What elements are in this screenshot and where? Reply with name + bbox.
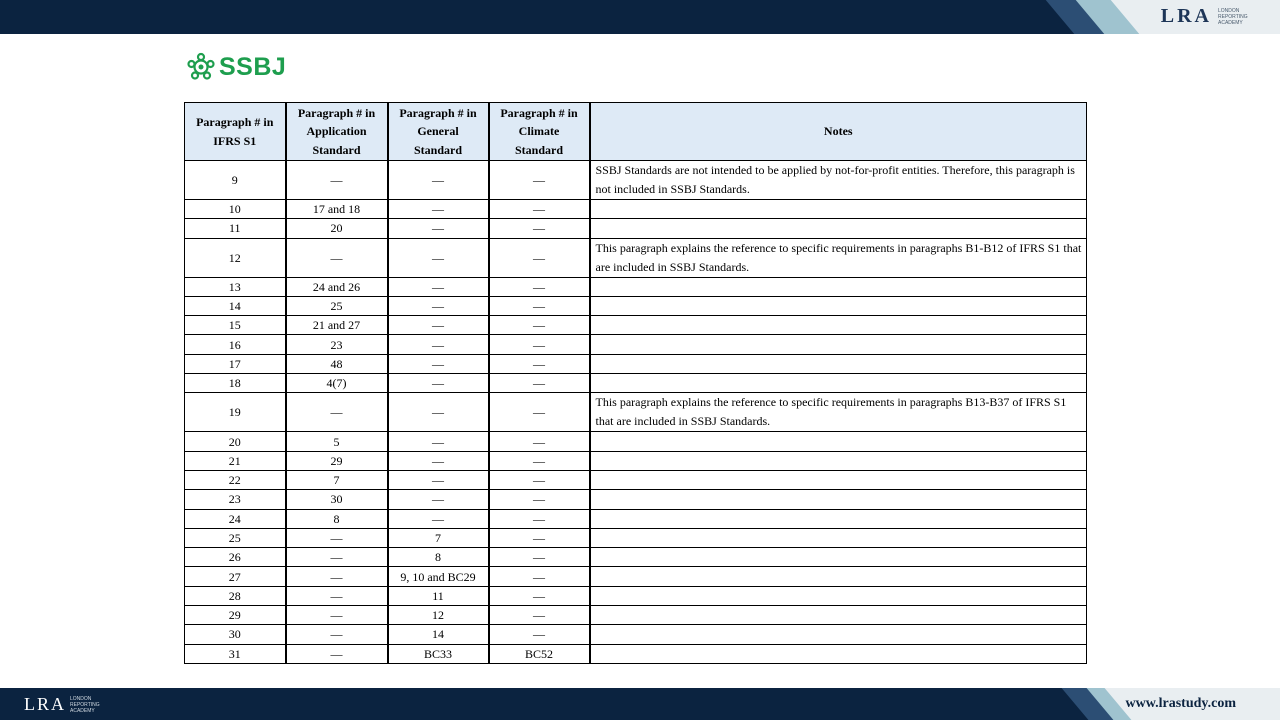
bottom-banner <box>0 688 1280 720</box>
cell-general-standard: — <box>388 316 489 335</box>
cell-ifrs-s1: 9 <box>185 161 286 200</box>
cell-climate-standard: — <box>489 606 590 625</box>
cell-notes <box>590 432 1087 451</box>
cell-notes <box>590 509 1087 528</box>
cell-application-standard: — <box>286 528 388 547</box>
table-row <box>185 509 1087 528</box>
table-row <box>185 393 1087 432</box>
cell-climate-standard: — <box>489 528 590 547</box>
cell-climate-standard: — <box>489 393 590 432</box>
top-banner <box>0 0 1280 34</box>
ssbj-emblem-icon <box>186 52 216 82</box>
cell-general-standard: — <box>388 161 489 200</box>
cell-climate-standard: — <box>489 219 590 238</box>
cell-ifrs-s1: 18 <box>185 374 286 393</box>
cell-application-standard: — <box>286 625 388 644</box>
cell-notes <box>590 490 1087 509</box>
cell-application-standard: — <box>286 393 388 432</box>
cell-ifrs-s1: 28 <box>185 586 286 605</box>
cell-ifrs-s1: 27 <box>185 567 286 586</box>
cell-application-standard: 24 and 26 <box>286 277 388 296</box>
lra-logo <box>1161 5 1250 28</box>
cell-notes <box>590 625 1087 644</box>
cell-notes <box>590 470 1087 489</box>
cell-notes <box>590 644 1087 663</box>
cell-climate-standard: — <box>489 296 590 315</box>
cell-application-standard: — <box>286 606 388 625</box>
cell-application-standard: 30 <box>286 490 388 509</box>
cell-notes: This paragraph explains the reference to specific requirements in paragraphs B1-B12 of IFRS S1 that are included in SSBJ Standards. <box>590 238 1087 277</box>
cell-application-standard: — <box>286 238 388 277</box>
cell-ifrs-s1: 29 <box>185 606 286 625</box>
cell-general-standard: — <box>388 354 489 373</box>
ssbj-logo <box>186 52 286 82</box>
table-row <box>185 374 1087 393</box>
table-row <box>185 528 1087 547</box>
cell-application-standard: 17 and 18 <box>286 200 388 219</box>
cell-application-standard: — <box>286 548 388 567</box>
table-row <box>185 335 1087 354</box>
table-row <box>185 567 1087 586</box>
lra-footer-letters: LRA <box>24 694 66 714</box>
cell-ifrs-s1: 17 <box>185 354 286 373</box>
cell-general-standard: 7 <box>388 528 489 547</box>
header-general-standard: Paragraph # in General Standard <box>388 103 489 161</box>
cell-climate-standard: — <box>489 354 590 373</box>
cell-notes <box>590 354 1087 373</box>
cell-climate-standard: — <box>489 586 590 605</box>
cell-notes <box>590 567 1087 586</box>
header-ifrs-s1: Paragraph # in IFRS S1 <box>185 103 286 161</box>
cell-notes <box>590 316 1087 335</box>
cell-general-standard: — <box>388 335 489 354</box>
lra-logo-letters: LRA <box>1160 5 1212 27</box>
cell-general-standard: — <box>388 451 489 470</box>
cell-ifrs-s1: 25 <box>185 528 286 547</box>
cell-ifrs-s1: 10 <box>185 200 286 219</box>
cell-ifrs-s1: 22 <box>185 470 286 489</box>
cell-ifrs-s1: 13 <box>185 277 286 296</box>
table-row <box>185 625 1087 644</box>
cell-notes <box>590 606 1087 625</box>
cell-climate-standard: — <box>489 335 590 354</box>
cell-notes <box>590 296 1087 315</box>
cell-notes <box>590 219 1087 238</box>
cell-application-standard: — <box>286 161 388 200</box>
cell-application-standard: 23 <box>286 335 388 354</box>
cell-ifrs-s1: 12 <box>185 238 286 277</box>
cell-notes: This paragraph explains the reference to specific requirements in paragraphs B13-B37 of IFRS S1 that are included in SSBJ Standards. <box>590 393 1087 432</box>
cell-climate-standard: — <box>489 374 590 393</box>
table-row <box>185 354 1087 373</box>
cell-climate-standard: — <box>489 625 590 644</box>
table-row <box>185 277 1087 296</box>
cell-general-standard: — <box>388 432 489 451</box>
header-climate-standard: Paragraph # in Climate Standard <box>489 103 590 161</box>
lra-logo-subtitle: LONDON REPORTING ACADEMY <box>1218 7 1248 26</box>
cell-climate-standard: — <box>489 200 590 219</box>
cell-climate-standard: BC52 <box>489 644 590 663</box>
cell-climate-standard: — <box>489 316 590 335</box>
table-row <box>185 219 1087 238</box>
cell-ifrs-s1: 30 <box>185 625 286 644</box>
cell-general-standard: 12 <box>388 606 489 625</box>
cell-ifrs-s1: 31 <box>185 644 286 663</box>
cell-notes <box>590 374 1087 393</box>
table-row <box>185 316 1087 335</box>
cell-application-standard: — <box>286 644 388 663</box>
cell-general-standard: — <box>388 238 489 277</box>
table-row <box>185 238 1087 277</box>
cell-ifrs-s1: 24 <box>185 509 286 528</box>
table-row <box>185 161 1087 200</box>
cell-climate-standard: — <box>489 548 590 567</box>
cell-application-standard: — <box>286 567 388 586</box>
header-application-standard: Paragraph # in Application Standard <box>286 103 388 161</box>
cell-ifrs-s1: 11 <box>185 219 286 238</box>
lra-footer-logo <box>24 694 102 715</box>
cell-application-standard: 5 <box>286 432 388 451</box>
table-row <box>185 606 1087 625</box>
cell-application-standard: — <box>286 586 388 605</box>
table-row <box>185 296 1087 315</box>
cell-notes <box>590 586 1087 605</box>
cell-climate-standard: — <box>489 567 590 586</box>
cell-notes <box>590 451 1087 470</box>
cell-application-standard: 48 <box>286 354 388 373</box>
cell-general-standard: — <box>388 219 489 238</box>
cell-general-standard: — <box>388 296 489 315</box>
cell-application-standard: 29 <box>286 451 388 470</box>
table-header-row <box>185 103 1087 161</box>
cell-general-standard: 8 <box>388 548 489 567</box>
cell-application-standard: 4(7) <box>286 374 388 393</box>
cell-application-standard: 8 <box>286 509 388 528</box>
cell-ifrs-s1: 23 <box>185 490 286 509</box>
table-row <box>185 490 1087 509</box>
cell-general-standard: — <box>388 277 489 296</box>
table-body <box>185 161 1087 664</box>
cell-climate-standard: — <box>489 161 590 200</box>
cell-climate-standard: — <box>489 238 590 277</box>
table-row <box>185 200 1087 219</box>
table-row <box>185 548 1087 567</box>
cell-general-standard: 11 <box>388 586 489 605</box>
cell-ifrs-s1: 26 <box>185 548 286 567</box>
paragraph-mapping-table <box>184 102 1087 664</box>
cell-general-standard: — <box>388 509 489 528</box>
cell-general-standard: 14 <box>388 625 489 644</box>
table-row <box>185 451 1087 470</box>
cell-notes: SSBJ Standards are not intended to be applied by not-for-profit entities. Therefore, this paragraph is not included in SSBJ Standards. <box>590 161 1087 200</box>
cell-application-standard: 20 <box>286 219 388 238</box>
cell-ifrs-s1: 19 <box>185 393 286 432</box>
cell-application-standard: 21 and 27 <box>286 316 388 335</box>
cell-climate-standard: — <box>489 432 590 451</box>
cell-notes <box>590 335 1087 354</box>
lra-footer-subtitle: LONDON REPORTING ACADEMY <box>70 695 100 714</box>
cell-general-standard: — <box>388 374 489 393</box>
cell-climate-standard: — <box>489 509 590 528</box>
cell-general-standard: BC33 <box>388 644 489 663</box>
cell-climate-standard: — <box>489 470 590 489</box>
cell-climate-standard: — <box>489 277 590 296</box>
cell-general-standard: — <box>388 200 489 219</box>
ssbj-logo-text: SSBJ <box>219 52 287 81</box>
cell-notes <box>590 548 1087 567</box>
table-row <box>185 644 1087 663</box>
cell-notes <box>590 277 1087 296</box>
cell-general-standard: — <box>388 393 489 432</box>
cell-notes <box>590 200 1087 219</box>
cell-general-standard: — <box>388 470 489 489</box>
cell-notes <box>590 528 1087 547</box>
cell-general-standard: 9, 10 and BC29 <box>388 567 489 586</box>
cell-ifrs-s1: 14 <box>185 296 286 315</box>
table-row <box>185 432 1087 451</box>
cell-climate-standard: — <box>489 451 590 470</box>
cell-application-standard: 7 <box>286 470 388 489</box>
cell-ifrs-s1: 21 <box>185 451 286 470</box>
cell-ifrs-s1: 16 <box>185 335 286 354</box>
table-row <box>185 586 1087 605</box>
cell-application-standard: 25 <box>286 296 388 315</box>
cell-general-standard: — <box>388 490 489 509</box>
table-row <box>185 470 1087 489</box>
cell-climate-standard: — <box>489 490 590 509</box>
cell-ifrs-s1: 15 <box>185 316 286 335</box>
cell-ifrs-s1: 20 <box>185 432 286 451</box>
website-link[interactable]: www.lrastudy.com <box>1125 696 1236 711</box>
header-notes: Notes <box>590 103 1087 161</box>
